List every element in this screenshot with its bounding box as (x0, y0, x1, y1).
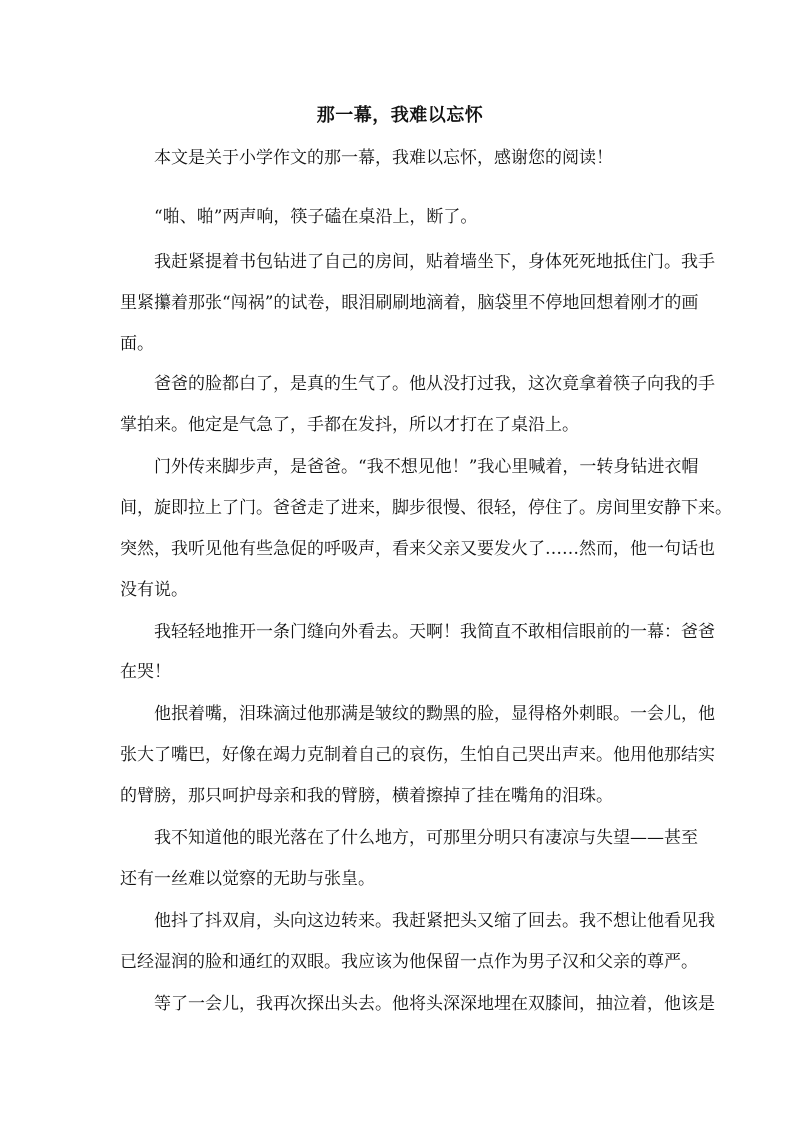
paragraph-line: “啪、啪”两声响，筷子磕在桌沿上，断了。 (154, 207, 478, 227)
paragraph-line: 还有一丝难以觉察的无助与张皇。 (120, 869, 375, 889)
paragraph-line: 掌拍来。他定是气急了，手都在发抖，所以才打在了桌沿上。 (120, 415, 579, 435)
paragraph-line: 里紧攥着那张“闯祸”的试卷，眼泪刷刷地滴着，脑袋里不停地回想着刚才的画 (120, 293, 699, 313)
paragraph-line: 在哭！ (120, 662, 171, 682)
paragraph-line: 他抖了抖双肩，头向这边转来。我赶紧把头又缩了回去。我不想让他看见我 (154, 911, 715, 931)
paragraph-line: 张大了嘴巴，好像在竭力克制着自己的哀伤，生怕自己哭出声来。他用他那结实 (120, 745, 715, 765)
paragraph-line: 已经湿润的脸和通红的双眼。我应该为他保留一点作为男子汉和父亲的尊严。 (120, 952, 698, 972)
paragraph-line: 等了一会儿，我再次探出头去。他将头深深地埋在双膝间，抽泣着，他该是 (154, 994, 715, 1014)
paragraph-line: 我不知道他的眼光落在了什么地方，可那里分明只有凄凉与失望——甚至 (154, 828, 698, 848)
paragraph-line: 的臂膀，那只呵护母亲和我的臂膀，横着擦掉了挂在嘴角的泪珠。 (120, 786, 613, 806)
intro-line: 本文是关于小学作文的那一幕，我难以忘怀，感谢您的阅读！ (154, 148, 613, 168)
paragraph-line: 间，旋即拉上了门。爸爸走了进来，脚步很慢、很轻，停住了。房间里安静下来。 (120, 498, 732, 518)
paragraph-line: 突然，我听见他有些急促的呼吸声，看来父亲又要发火了……然而，他一句话也 (120, 539, 715, 559)
document-title: 那一幕，我难以忘怀 (316, 105, 484, 126)
paragraph-line: 我赶紧提着书包钻进了自己的房间，贴着墙坐下，身体死死地抵住门。我手 (154, 252, 715, 272)
paragraph-line: 他抿着嘴，泪珠滴过他那满是皱纹的黝黑的脸，显得格外刺眼。一会儿，他 (154, 704, 715, 724)
paragraph-line: 爸爸的脸都白了，是真的生气了。他从没打过我，这次竟拿着筷子向我的手 (154, 374, 715, 394)
paragraph-line: 面。 (120, 334, 154, 354)
paragraph-line: 没有说。 (120, 580, 188, 600)
paragraph-line: 门外传来脚步声，是爸爸。“我不想见他！”我心里喊着，一转身钻进衣帽 (154, 457, 699, 477)
paragraph-line: 我轻轻地推开一条门缝向外看去。天啊！我简直不敢相信眼前的一幕：爸爸 (154, 622, 715, 642)
